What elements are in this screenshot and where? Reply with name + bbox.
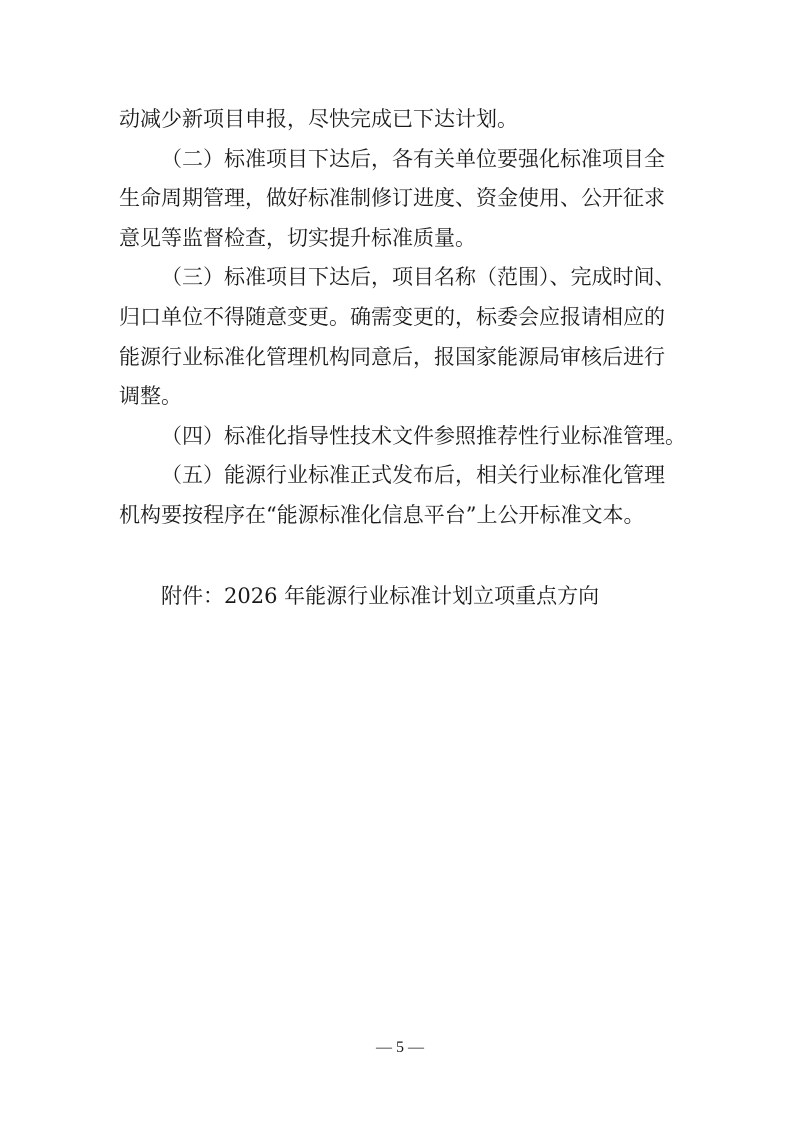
text-line: 能源行业标准化管理机构同意后，报国家能源局审核后进行 [119,344,665,369]
text-line: 归口单位不得随意变更。确需变更的，标委会应报请相应的 [119,304,665,329]
text-line: 机构要按程序在“能源标准化信息平台”上公开标准文本。 [119,502,645,527]
text-line: 调整。 [119,384,182,409]
body-text [119,100,691,536]
text-line: （二）标准项目下达后，各有关单位要强化标准项目全 [161,146,665,171]
text-line: 动减少新项目申报，尽快完成已下达计划。 [119,107,518,131]
page-number: — 5 — [376,1039,424,1056]
text-line: 生命周期管理，做好标准制修订进度、资金使用、公开征求 [119,186,665,211]
text-line: （四）标准化指导性技术文件参照推荐性行业标准管理。 [161,423,686,448]
text-line: （五）能源行业标准正式发布后，相关行业标准化管理 [161,463,665,488]
text-line: 意见等监督检查，切实提升标准质量。 [119,225,476,250]
attachment-line: 附件：2026 年能源行业标准计划立项重点方向 [161,584,600,608]
text-line: （三）标准项目下达后，项目名称（范围）、完成时间、 [161,265,676,290]
